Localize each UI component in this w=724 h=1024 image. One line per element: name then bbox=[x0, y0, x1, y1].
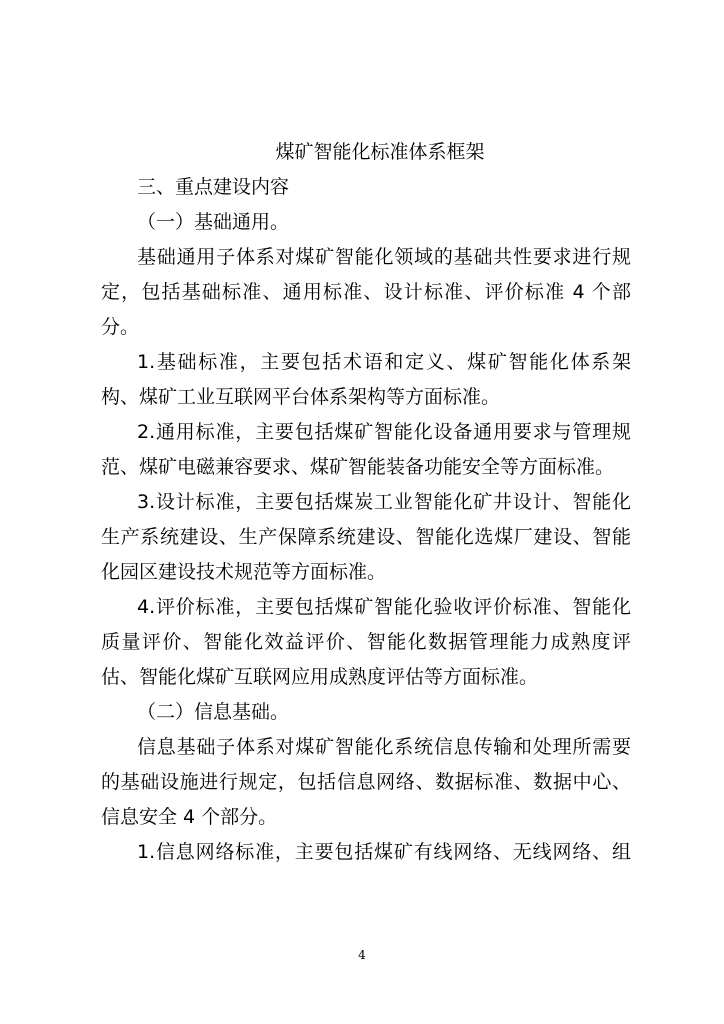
paragraph-line: 范、煤矿电磁兼容要求、煤矿智能装备功能安全等方面标准。 bbox=[101, 456, 615, 478]
paragraph-line: 基础通用子体系对煤矿智能化领域的基础共性要求进行规 bbox=[137, 246, 631, 268]
paragraph-line: 1.基础标准，主要包括术语和定义、煤矿智能化体系架 bbox=[137, 351, 631, 373]
paragraph-line: 信息安全 4 个部分。 bbox=[101, 806, 278, 828]
paragraph-line: 化园区建设技术规范等方面标准。 bbox=[101, 561, 387, 583]
page-number: 4 bbox=[358, 948, 366, 962]
page-title: 煤矿智能化标准体系框架 bbox=[275, 141, 485, 163]
paragraph-line: 信息基础子体系对煤矿智能化系统信息传输和处理所需要 bbox=[137, 736, 631, 758]
paragraph-line: 构、煤矿工业互联网平台体系架构等方面标准。 bbox=[101, 386, 501, 408]
paragraph-line: 分。 bbox=[101, 316, 140, 338]
paragraph-line: 2.通用标准，主要包括煤矿智能化设备通用要求与管理规 bbox=[137, 421, 631, 443]
section-heading: 三、重点建设内容 bbox=[137, 176, 290, 198]
paragraph-line: 定，包括基础标准、通用标准、设计标准、评价标准 4 个部 bbox=[101, 281, 631, 303]
paragraph-line: 3.设计标准，主要包括煤炭工业智能化矿井设计、智能化 bbox=[137, 491, 631, 513]
paragraph-line: 1.信息网络标准，主要包括煤矿有线网络、无线网络、组 bbox=[137, 841, 631, 863]
subsection-heading: （二）信息基础。 bbox=[137, 701, 290, 723]
paragraph-line: 4.评价标准，主要包括煤矿智能化验收评价标准、智能化 bbox=[137, 596, 631, 618]
subsection-heading: （一）基础通用。 bbox=[137, 211, 290, 233]
paragraph-line: 生产系统建设、生产保障系统建设、智能化选煤厂建设、智能 bbox=[101, 526, 631, 548]
paragraph-line: 的基础设施进行规定，包括信息网络、数据标准、数据中心、 bbox=[101, 771, 631, 793]
paragraph-line: 质量评价、智能化效益评价、智能化数据管理能力成熟度评 bbox=[101, 631, 631, 653]
paragraph-line: 估、智能化煤矿互联网应用成熟度评估等方面标准。 bbox=[101, 666, 539, 688]
